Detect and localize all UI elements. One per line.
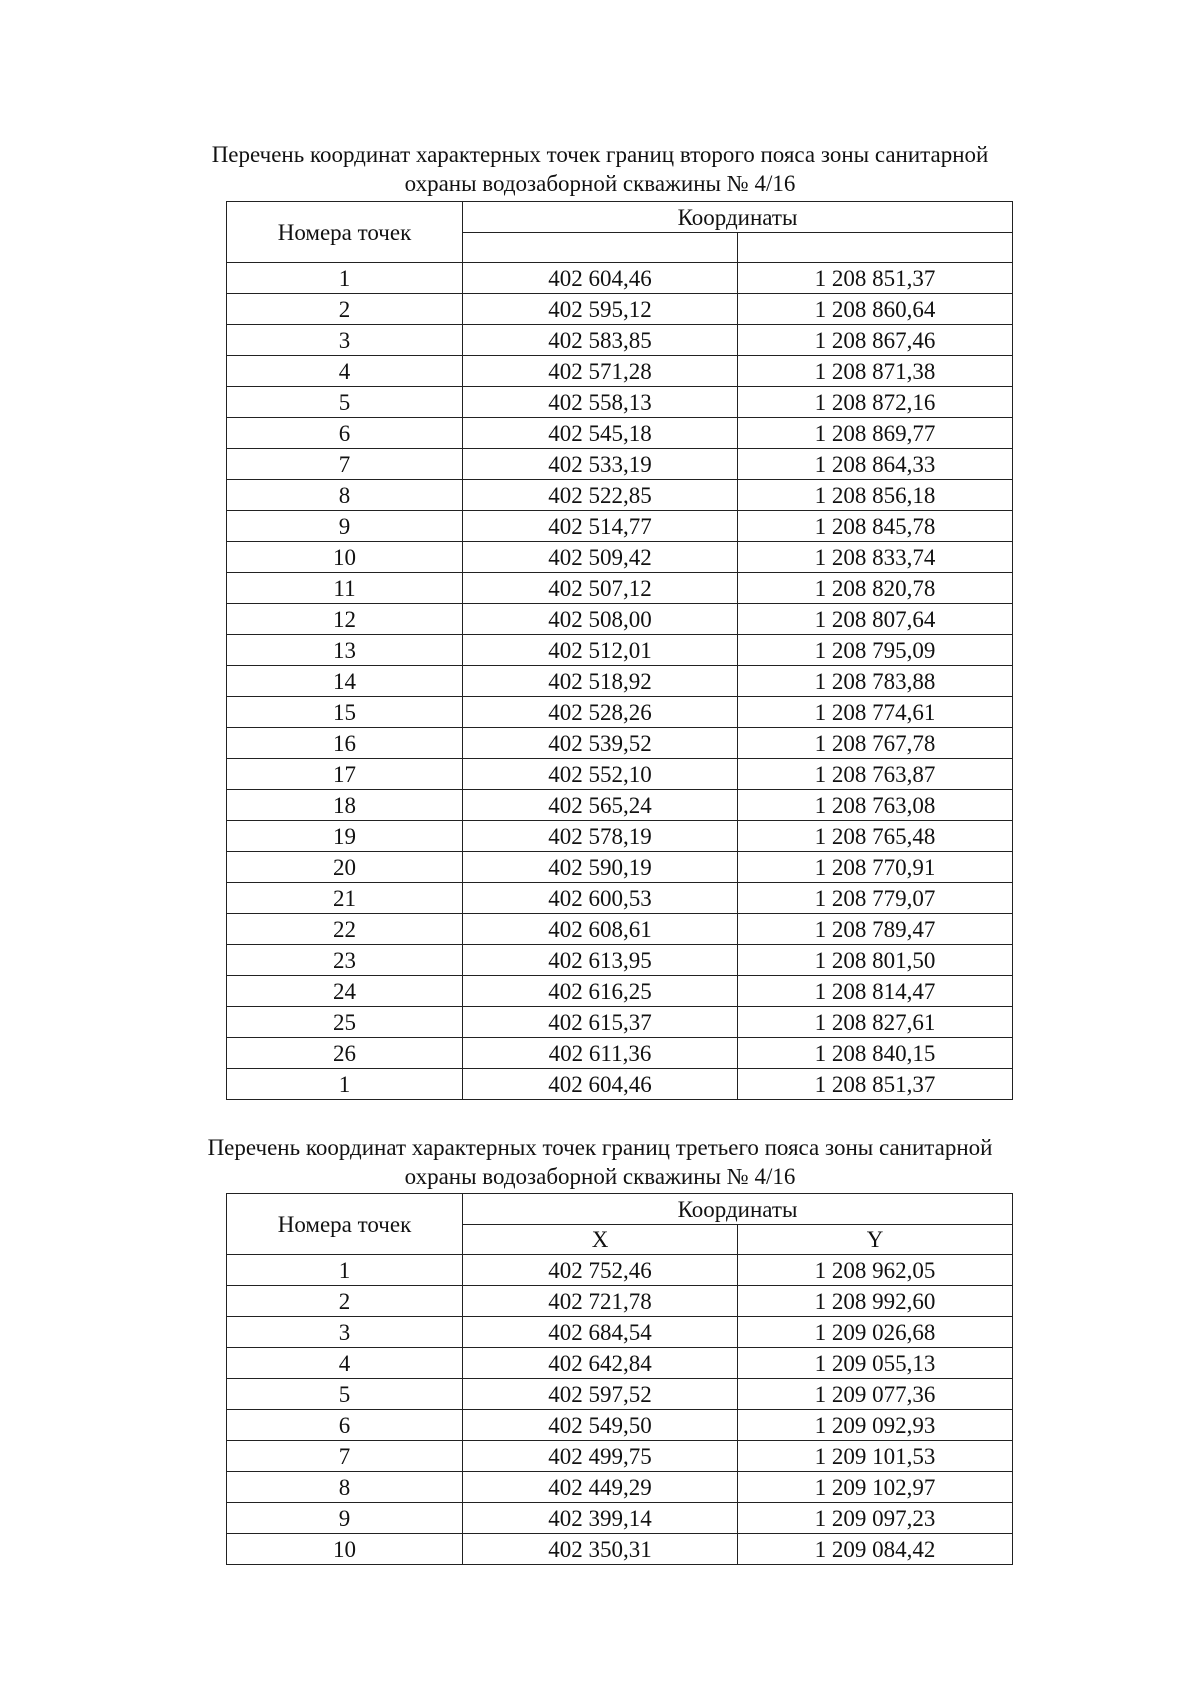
point-number-cell: 5	[227, 387, 463, 418]
point-number-cell: 5	[227, 1379, 463, 1410]
header-coordinates: Координаты	[463, 202, 1013, 233]
point-number-cell: 21	[227, 883, 463, 914]
table-row	[227, 1410, 1013, 1441]
section-1-title	[0, 140, 1200, 198]
table-row	[227, 573, 1013, 604]
point-number-cell: 8	[227, 480, 463, 511]
table-row	[227, 635, 1013, 666]
y-coordinate-cell: 1 208 833,74	[738, 542, 1013, 573]
y-coordinate-cell: 1 208 774,61	[738, 697, 1013, 728]
y-coordinate-cell: 1 208 871,38	[738, 356, 1013, 387]
point-number-cell: 11	[227, 573, 463, 604]
point-number-cell: 7	[227, 1441, 463, 1472]
x-coordinate-cell: 402 684,54	[463, 1317, 738, 1348]
header-coordinates: Координаты	[463, 1194, 1013, 1225]
x-coordinate-cell: 402 549,50	[463, 1410, 738, 1441]
y-coordinate-cell: 1 209 101,53	[738, 1441, 1013, 1472]
x-coordinate-cell: 402 509,42	[463, 542, 738, 573]
x-coordinate-cell: 402 508,00	[463, 604, 738, 635]
table-row	[227, 945, 1013, 976]
table-row	[227, 883, 1013, 914]
y-coordinate-cell: 1 209 055,13	[738, 1348, 1013, 1379]
point-number-cell: 4	[227, 1348, 463, 1379]
table-row	[227, 511, 1013, 542]
table-row	[227, 1317, 1013, 1348]
point-number-cell: 1	[227, 1069, 463, 1100]
x-coordinate-cell: 402 545,18	[463, 418, 738, 449]
x-coordinate-cell: 402 595,12	[463, 294, 738, 325]
table-row	[227, 852, 1013, 883]
x-coordinate-cell: 402 558,13	[463, 387, 738, 418]
y-coordinate-cell: 1 208 864,33	[738, 449, 1013, 480]
y-coordinate-cell: 1 208 795,09	[738, 635, 1013, 666]
point-number-cell: 6	[227, 418, 463, 449]
y-coordinate-cell: 1 208 992,60	[738, 1286, 1013, 1317]
x-coordinate-cell: 402 512,01	[463, 635, 738, 666]
point-number-cell: 6	[227, 1410, 463, 1441]
y-coordinate-cell: 1 208 807,64	[738, 604, 1013, 635]
table-row	[227, 449, 1013, 480]
table-row	[227, 666, 1013, 697]
y-coordinate-cell: 1 208 869,77	[738, 418, 1013, 449]
y-coordinate-cell: 1 208 763,08	[738, 790, 1013, 821]
table-row	[227, 1441, 1013, 1472]
point-number-cell: 24	[227, 976, 463, 1007]
x-coordinate-cell: 402 611,36	[463, 1038, 738, 1069]
table-body	[227, 263, 1013, 1100]
x-coordinate-cell: 402 499,75	[463, 1441, 738, 1472]
table-row	[227, 914, 1013, 945]
section-2-title-line-2: охраны водозаборной скважины № 4/16	[404, 1164, 796, 1189]
point-number-cell: 4	[227, 356, 463, 387]
x-coordinate-cell: 402 565,24	[463, 790, 738, 821]
y-coordinate-cell: 1 209 102,97	[738, 1472, 1013, 1503]
table-row	[227, 480, 1013, 511]
y-coordinate-cell: 1 208 770,91	[738, 852, 1013, 883]
point-number-cell: 1	[227, 1255, 463, 1286]
y-coordinate-cell: 1 208 789,47	[738, 914, 1013, 945]
x-coordinate-cell: 402 449,29	[463, 1472, 738, 1503]
x-coordinate-cell: 402 522,85	[463, 480, 738, 511]
header-points: Номера точек	[227, 202, 463, 263]
point-number-cell: 18	[227, 790, 463, 821]
header-x	[463, 233, 738, 263]
point-number-cell: 13	[227, 635, 463, 666]
x-coordinate-cell: 402 350,31	[463, 1534, 738, 1565]
point-number-cell: 19	[227, 821, 463, 852]
y-coordinate-cell: 1 208 962,05	[738, 1255, 1013, 1286]
x-coordinate-cell: 402 600,53	[463, 883, 738, 914]
table-row	[227, 418, 1013, 449]
y-coordinate-cell: 1 208 783,88	[738, 666, 1013, 697]
point-number-cell: 25	[227, 1007, 463, 1038]
point-number-cell: 8	[227, 1472, 463, 1503]
x-coordinate-cell: 402 539,52	[463, 728, 738, 759]
header-x: X	[463, 1225, 738, 1255]
y-coordinate-cell: 1 208 814,47	[738, 976, 1013, 1007]
x-coordinate-cell: 402 533,19	[463, 449, 738, 480]
table-row	[227, 387, 1013, 418]
table-row	[227, 821, 1013, 852]
table-row	[227, 263, 1013, 294]
point-number-cell: 22	[227, 914, 463, 945]
table-row	[227, 1255, 1013, 1286]
point-number-cell: 10	[227, 1534, 463, 1565]
x-coordinate-cell: 402 604,46	[463, 1069, 738, 1100]
table-row	[227, 1007, 1013, 1038]
header-y	[738, 233, 1013, 263]
point-number-cell: 17	[227, 759, 463, 790]
x-coordinate-cell: 402 590,19	[463, 852, 738, 883]
y-coordinate-cell: 1 208 872,16	[738, 387, 1013, 418]
y-coordinate-cell: 1 208 867,46	[738, 325, 1013, 356]
point-number-cell: 15	[227, 697, 463, 728]
y-coordinate-cell: 1 208 827,61	[738, 1007, 1013, 1038]
point-number-cell: 9	[227, 1503, 463, 1534]
table-row	[227, 1286, 1013, 1317]
table-row	[227, 1069, 1013, 1100]
table-row	[227, 356, 1013, 387]
table-row	[227, 976, 1013, 1007]
point-number-cell: 20	[227, 852, 463, 883]
section-2-title	[0, 1133, 1200, 1191]
y-coordinate-cell: 1 208 801,50	[738, 945, 1013, 976]
y-coordinate-cell: 1 208 765,48	[738, 821, 1013, 852]
header-points: Номера точек	[227, 1194, 463, 1255]
table-row	[227, 1472, 1013, 1503]
point-number-cell: 3	[227, 325, 463, 356]
x-coordinate-cell: 402 583,85	[463, 325, 738, 356]
point-number-cell: 12	[227, 604, 463, 635]
table-row	[227, 1348, 1013, 1379]
x-coordinate-cell: 402 571,28	[463, 356, 738, 387]
header-y: Y	[738, 1225, 1013, 1255]
x-coordinate-cell: 402 528,26	[463, 697, 738, 728]
x-coordinate-cell: 402 604,46	[463, 263, 738, 294]
y-coordinate-cell: 1 209 077,36	[738, 1379, 1013, 1410]
y-coordinate-cell: 1 208 856,18	[738, 480, 1013, 511]
table-row	[227, 790, 1013, 821]
table-row	[227, 604, 1013, 635]
y-coordinate-cell: 1 209 097,23	[738, 1503, 1013, 1534]
y-coordinate-cell: 1 208 767,78	[738, 728, 1013, 759]
y-coordinate-cell: 1 208 851,37	[738, 1069, 1013, 1100]
x-coordinate-cell: 402 615,37	[463, 1007, 738, 1038]
y-coordinate-cell: 1 208 851,37	[738, 263, 1013, 294]
x-coordinate-cell: 402 642,84	[463, 1348, 738, 1379]
table-row	[227, 294, 1013, 325]
section-1-title-line-1: Перечень координат характерных точек границ второго пояса зоны санитарной	[211, 142, 989, 167]
point-number-cell: 16	[227, 728, 463, 759]
point-number-cell: 14	[227, 666, 463, 697]
y-coordinate-cell: 1 209 092,93	[738, 1410, 1013, 1441]
x-coordinate-cell: 402 721,78	[463, 1286, 738, 1317]
table-body	[227, 1255, 1013, 1565]
table-row	[227, 697, 1013, 728]
point-number-cell: 2	[227, 294, 463, 325]
y-coordinate-cell: 1 208 860,64	[738, 294, 1013, 325]
y-coordinate-cell: 1 208 820,78	[738, 573, 1013, 604]
table-row	[227, 1379, 1013, 1410]
point-number-cell: 7	[227, 449, 463, 480]
y-coordinate-cell: 1 208 763,87	[738, 759, 1013, 790]
y-coordinate-cell: 1 208 779,07	[738, 883, 1013, 914]
point-number-cell: 3	[227, 1317, 463, 1348]
x-coordinate-cell: 402 608,61	[463, 914, 738, 945]
point-number-cell: 9	[227, 511, 463, 542]
x-coordinate-cell: 402 578,19	[463, 821, 738, 852]
table-row	[227, 759, 1013, 790]
table-row	[227, 542, 1013, 573]
point-number-cell: 10	[227, 542, 463, 573]
section-2-title-line-1: Перечень координат характерных точек границ третьего пояса зоны санитарной	[207, 1135, 993, 1160]
point-number-cell: 1	[227, 263, 463, 294]
x-coordinate-cell: 402 514,77	[463, 511, 738, 542]
table-row	[227, 728, 1013, 759]
table-row	[227, 1534, 1013, 1565]
point-number-cell: 2	[227, 1286, 463, 1317]
y-coordinate-cell: 1 209 084,42	[738, 1534, 1013, 1565]
x-coordinate-cell: 402 597,52	[463, 1379, 738, 1410]
table-row	[227, 1503, 1013, 1534]
table-row	[227, 325, 1013, 356]
point-number-cell: 26	[227, 1038, 463, 1069]
x-coordinate-cell: 402 518,92	[463, 666, 738, 697]
x-coordinate-cell: 402 552,10	[463, 759, 738, 790]
x-coordinate-cell: 402 752,46	[463, 1255, 738, 1286]
y-coordinate-cell: 1 209 026,68	[738, 1317, 1013, 1348]
section-1-title-line-2: охраны водозаборной скважины № 4/16	[404, 171, 796, 196]
y-coordinate-cell: 1 208 840,15	[738, 1038, 1013, 1069]
x-coordinate-cell: 402 399,14	[463, 1503, 738, 1534]
x-coordinate-cell: 402 613,95	[463, 945, 738, 976]
x-coordinate-cell: 402 616,25	[463, 976, 738, 1007]
x-coordinate-cell: 402 507,12	[463, 573, 738, 604]
coordinates-table-zone-2	[226, 201, 1013, 1100]
coordinates-table-zone-3	[226, 1193, 1013, 1565]
table-row	[227, 1038, 1013, 1069]
y-coordinate-cell: 1 208 845,78	[738, 511, 1013, 542]
point-number-cell: 23	[227, 945, 463, 976]
